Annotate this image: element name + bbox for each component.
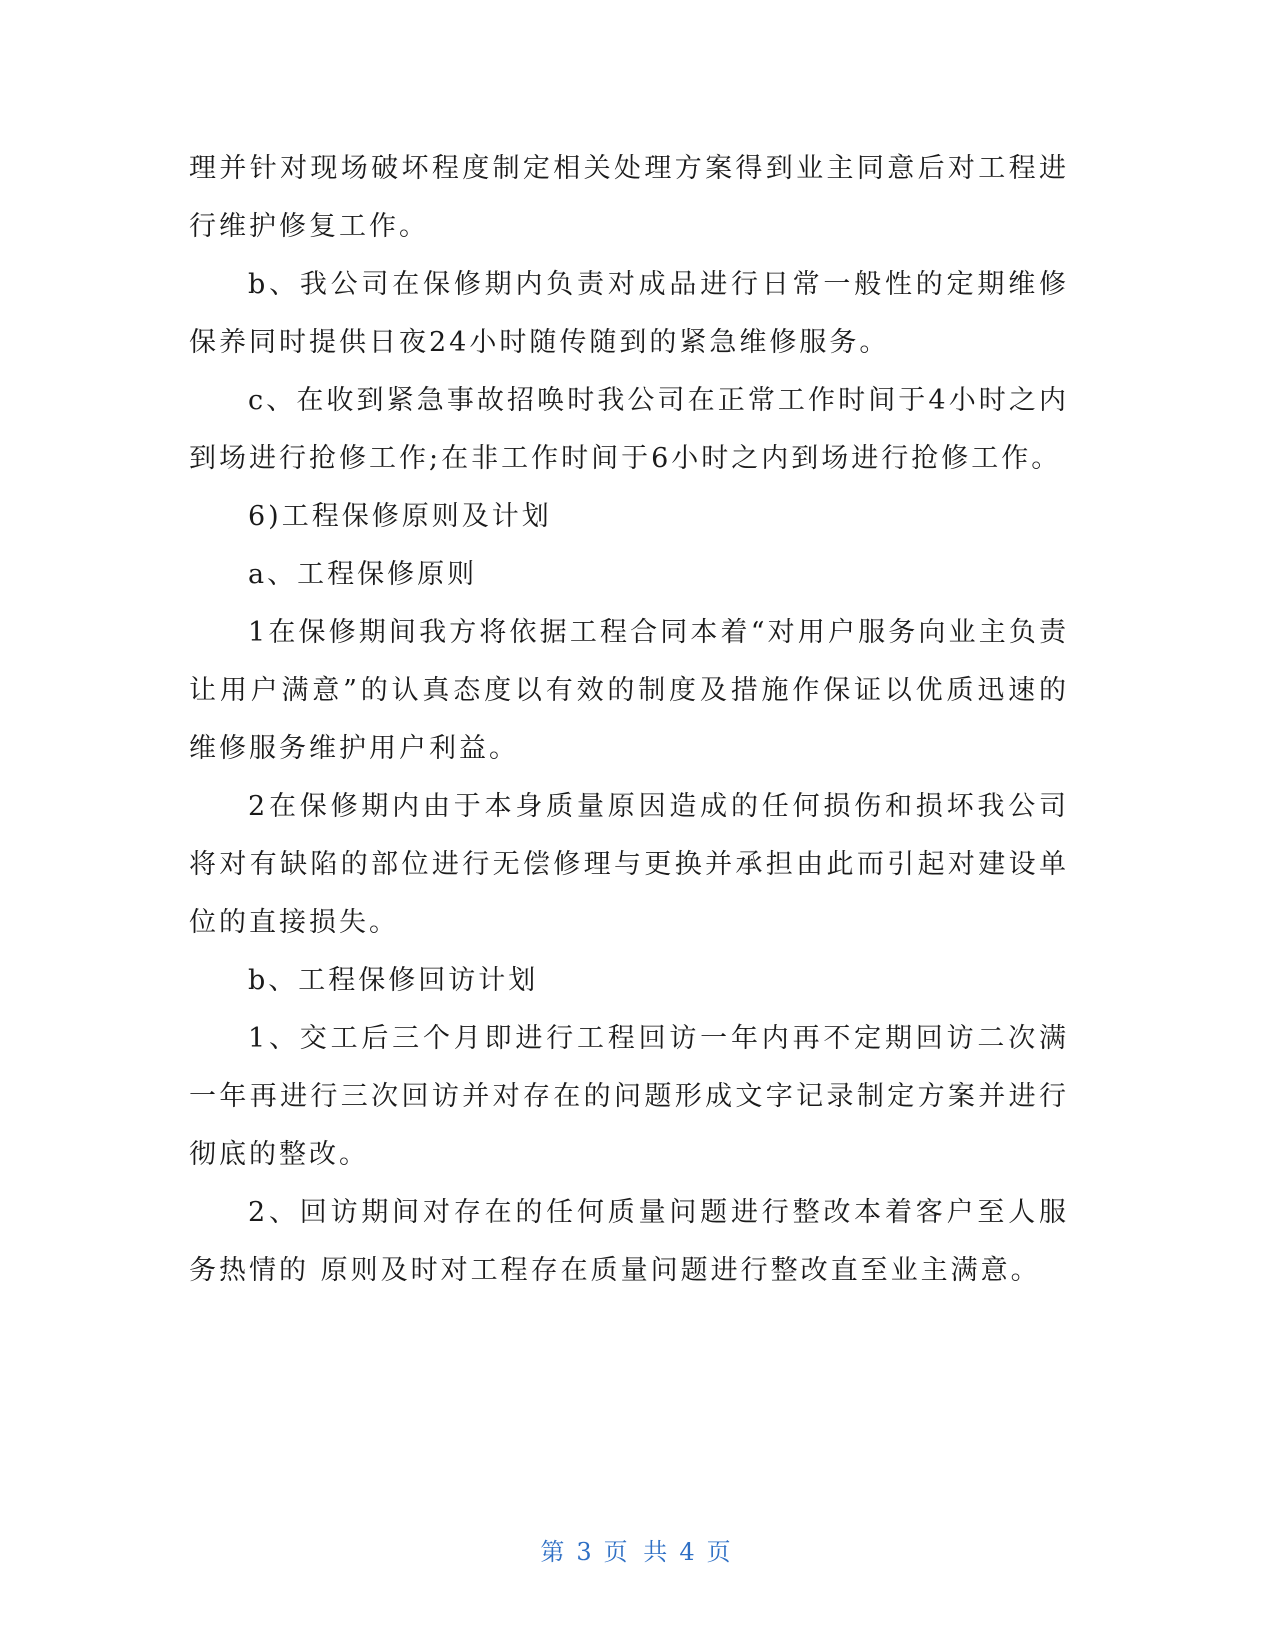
- footer-middle: 页 共: [603, 1538, 672, 1566]
- paragraph-revisit-1: 1、交工后三个月即进行工程回访一年内再不定期回访二次满一年再进行三次回访并对存在的问题形成文字记录制定方案并进行彻底的整改。: [189, 1023, 1069, 1170]
- subheading-revisit-plan: b、工程保修回访计划: [248, 965, 539, 996]
- footer-total-pages: 4: [679, 1538, 699, 1566]
- footer-suffix: 页: [706, 1538, 735, 1566]
- paragraph-principle-2: 2在保修期内由于本身质量原因造成的任何损伤和损坏我公司将对有缺陷的部位进行无偿修理与更换并承担由此而引起对建设单位的直接损失。: [189, 791, 1069, 938]
- section-heading-warranty-principles: 6)工程保修原则及计划: [248, 501, 552, 532]
- footer-prefix: 第: [540, 1538, 569, 1566]
- subheading-warranty-principle: a、工程保修原则: [248, 559, 478, 590]
- paragraph-1: 理并针对现场破坏程度制定相关处理方案得到业主同意后对工程进行维护修复工作。: [189, 153, 1069, 242]
- document-body: [189, 140, 1069, 1300]
- paragraph-revisit-2: 2、回访期间对存在的任何质量问题进行整改本着客户至人服务热情的 原则及时对工程存在质量问题进行整改直至业主满意。: [189, 1197, 1069, 1286]
- paragraph-principle-1: 1在保修期间我方将依据工程合同本着“对用户服务向业主负责让用户满意”的认真态度以有效的制度及措施作保证以优质迅速的维修服务维护用户利益。: [189, 617, 1069, 764]
- paragraph-3: c、在收到紧急事故招唤时我公司在正常工作时间于4小时之内到场进行抢修工作;在非工作时间于6小时之内到场进行抢修工作。: [189, 385, 1069, 474]
- footer-current-page: 3: [576, 1538, 596, 1566]
- page-number-footer: [0, 1532, 1275, 1567]
- paragraph-2: b、我公司在保修期内负责对成品进行日常一般性的定期维修保养同时提供日夜24小时随传随到的紧急维修服务。: [189, 269, 1069, 358]
